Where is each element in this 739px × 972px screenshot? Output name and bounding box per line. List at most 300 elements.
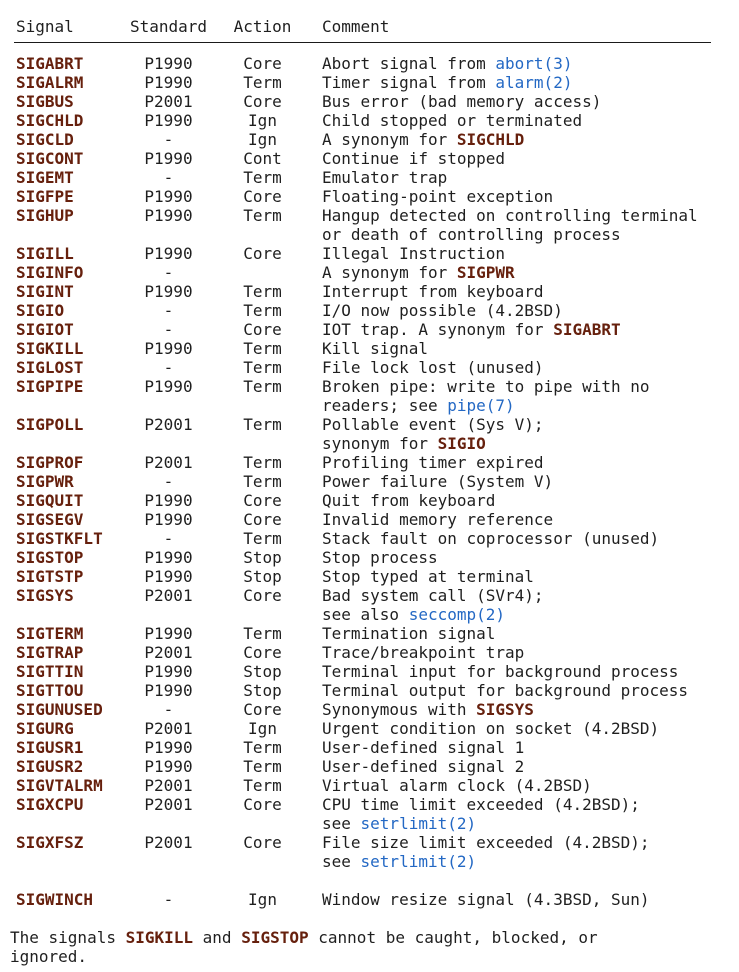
comment-cell: [316, 491, 729, 510]
table-row: [16, 244, 729, 263]
table-row: [16, 662, 729, 681]
comment-cell: [316, 529, 729, 548]
header-rule: [14, 42, 711, 43]
comment-cell: [316, 54, 729, 73]
comment-cell: [316, 700, 729, 719]
header-standard: Standard: [129, 17, 208, 36]
table-row: [16, 263, 729, 282]
standard-value: P1990: [144, 339, 193, 358]
comment-text: Timer signal from: [322, 73, 496, 92]
table-row: [16, 187, 729, 206]
table-row: [16, 206, 729, 244]
standard-value: -: [163, 890, 174, 909]
comment-line: [322, 111, 729, 130]
action-value: Stop: [243, 662, 282, 681]
header-comment: Comment: [322, 17, 390, 36]
table-row: [16, 833, 729, 871]
comment-text: Terminal output for background process: [322, 681, 689, 700]
comment-text: Power failure (System V): [322, 472, 554, 491]
comment-line: [322, 586, 729, 605]
action-value: Term: [243, 738, 282, 757]
man-page-link[interactable]: alarm(2): [495, 73, 573, 92]
comment-line: [322, 776, 729, 795]
footer-line: [10, 947, 729, 966]
comment-text: I/O now possible (4.2BSD): [322, 301, 563, 320]
table-row: [16, 700, 729, 719]
table-row: [16, 681, 729, 700]
comment-cell: [316, 681, 729, 700]
action-value: Core: [243, 586, 282, 605]
table-row: [16, 757, 729, 776]
standard-value: P2001: [144, 453, 193, 472]
comment-text: File size limit exceeded (4.2BSD);: [322, 833, 650, 852]
comment-line: [322, 890, 729, 909]
comment-cell: [316, 776, 729, 795]
comment-cell: [316, 453, 729, 472]
signal-ref: SIGSYS: [476, 700, 534, 719]
comment-text: synonym for: [322, 434, 438, 453]
table-row: [16, 73, 729, 92]
signal-name: SIGILL: [16, 244, 74, 263]
man-page-link[interactable]: abort(3): [495, 54, 573, 73]
signal-name: SIGIOT: [16, 320, 74, 339]
comment-line: [322, 339, 729, 358]
signal-name: SIGUSR2: [16, 757, 84, 776]
signal-name: SIGCONT: [16, 149, 84, 168]
standard-value: -: [163, 301, 174, 320]
man-page-link[interactable]: setrlimit(2): [360, 814, 477, 833]
comment-cell: [316, 111, 729, 130]
table-row: [16, 415, 729, 453]
action-value: Core: [243, 700, 282, 719]
comment-cell: [316, 738, 729, 757]
comment-cell: [316, 643, 729, 662]
action-value: [209, 263, 316, 282]
comment-text: User-defined signal 1: [322, 738, 525, 757]
signal-name: SIGHUP: [16, 206, 74, 225]
signal-name: SIGKILL: [16, 339, 84, 358]
standard-value: P2001: [144, 719, 193, 738]
signal-name: SIGEMT: [16, 168, 74, 187]
signal-name: SIGTTIN: [16, 662, 84, 681]
action-value: Cont: [243, 149, 282, 168]
standard-value: -: [163, 130, 174, 149]
signal-name: SIGWINCH: [16, 890, 94, 909]
comment-cell: [316, 301, 729, 320]
table-header: [16, 17, 729, 36]
comment-line: [322, 719, 729, 738]
standard-value: P2001: [144, 92, 193, 111]
signal-name: SIGPOLL: [16, 415, 84, 434]
signal-ref: SIGABRT: [553, 320, 621, 339]
standard-value: P1990: [144, 73, 193, 92]
standard-value: -: [163, 529, 174, 548]
standard-value: P1990: [144, 738, 193, 757]
comment-line: [322, 510, 729, 529]
standard-value: P1990: [144, 111, 193, 130]
standard-value: P1990: [144, 757, 193, 776]
comment-text: A synonym for: [322, 130, 457, 149]
signal-name: SIGUSR1: [16, 738, 84, 757]
standard-value: -: [163, 358, 174, 377]
standard-value: -: [163, 700, 174, 719]
standard-value: -: [163, 472, 174, 491]
standard-value: P1990: [144, 206, 193, 225]
table-row: [16, 149, 729, 168]
standard-value: P2001: [144, 586, 193, 605]
standard-value: P1990: [144, 548, 193, 567]
standard-value: P1990: [144, 624, 193, 643]
comment-line: [322, 757, 729, 776]
signal-name: SIGSYS: [16, 586, 74, 605]
table-row: [16, 92, 729, 111]
signal-ref: SIGSTOP: [241, 928, 309, 947]
comment-text: readers; see: [322, 396, 448, 415]
action-value: Term: [243, 168, 282, 187]
signal-name: SIGSTKFLT: [16, 529, 103, 548]
signal-name: SIGBUS: [16, 92, 74, 111]
standard-value: P2001: [144, 776, 193, 795]
signal-name: SIGALRM: [16, 73, 84, 92]
signal-name: SIGXCPU: [16, 795, 84, 814]
comment-text: Continue if stopped: [322, 149, 506, 168]
signal-ref: SIGKILL: [125, 928, 194, 947]
action-value: Stop: [243, 548, 282, 567]
standard-value: P2001: [144, 415, 193, 434]
comment-cell: [316, 415, 729, 453]
comment-line: [322, 263, 729, 282]
signal-name: SIGXFSZ: [16, 833, 84, 852]
table-row: [16, 54, 729, 73]
table-row: [16, 510, 729, 529]
table-row: [16, 168, 729, 187]
table-row: [16, 624, 729, 643]
comment-text: Profiling timer expired: [322, 453, 544, 472]
comment-text: cannot be caught, blocked, or: [308, 928, 598, 947]
man-page-link[interactable]: seccomp(2): [408, 605, 506, 624]
comment-text: and: [193, 928, 242, 947]
action-value: Term: [243, 453, 282, 472]
comment-text: IOT trap. A synonym for: [322, 320, 554, 339]
comment-line: [322, 662, 729, 681]
comment-cell: [316, 719, 729, 738]
signal-ref: SIGCHLD: [456, 130, 525, 149]
comment-text: CPU time limit exceeded (4.2BSD);: [322, 795, 640, 814]
table-row: [16, 548, 729, 567]
comment-text: Abort signal from: [322, 54, 496, 73]
action-value: Term: [243, 339, 282, 358]
signal-name: SIGIO: [16, 301, 65, 320]
comment-cell: [316, 282, 729, 301]
comment-line: [322, 358, 729, 377]
comment-line: [322, 795, 729, 814]
comment-text: Bus error (bad memory access): [322, 92, 602, 111]
comment-cell: [316, 377, 729, 415]
comment-line: [322, 738, 729, 757]
table-row: [16, 358, 729, 377]
standard-value: P1990: [144, 54, 193, 73]
comment-text: Virtual alarm clock (4.2BSD): [322, 776, 592, 795]
standard-value: P1990: [144, 662, 193, 681]
comment-line: [322, 225, 729, 244]
comment-cell: [316, 833, 729, 871]
signal-name: SIGCLD: [16, 130, 74, 149]
signal-name: SIGPWR: [16, 472, 74, 491]
comment-text: File lock lost (unused): [322, 358, 544, 377]
signal-table-body: [16, 54, 729, 909]
action-value: Core: [243, 92, 282, 111]
comment-cell: [316, 662, 729, 681]
standard-value: P2001: [144, 643, 193, 662]
action-value: Term: [243, 206, 282, 225]
standard-value: -: [163, 320, 174, 339]
comment-line: [322, 681, 729, 700]
comment-cell: [316, 149, 729, 168]
comment-line: [322, 643, 729, 662]
signal-name: SIGVTALRM: [16, 776, 103, 795]
action-value: Term: [243, 529, 282, 548]
signal-name: SIGLOST: [16, 358, 84, 377]
standard-value: P1990: [144, 681, 193, 700]
action-value: Ign: [248, 130, 277, 149]
standard-value: P2001: [144, 795, 193, 814]
action-value: Ign: [248, 890, 277, 909]
table-row: [16, 453, 729, 472]
comment-text: A synonym for: [322, 263, 457, 282]
comment-line: [322, 814, 729, 833]
table-row: [16, 776, 729, 795]
comment-cell: [316, 567, 729, 586]
signal-ref: SIGIO: [437, 434, 486, 453]
table-row: [16, 643, 729, 662]
comment-line: [322, 92, 729, 111]
action-value: Core: [243, 833, 282, 852]
signal-name: SIGTTOU: [16, 681, 84, 700]
comment-text: Pollable event (Sys V);: [322, 415, 544, 434]
comment-cell: [316, 548, 729, 567]
comment-line: [322, 377, 729, 396]
comment-cell: [316, 586, 729, 624]
table-row: [16, 320, 729, 339]
comment-line: [322, 605, 729, 624]
action-value: Stop: [243, 681, 282, 700]
comment-cell: [316, 339, 729, 358]
standard-value: -: [163, 168, 174, 187]
standard-value: P1990: [144, 491, 193, 510]
comment-text: Quit from keyboard: [322, 491, 496, 510]
action-value: Term: [243, 358, 282, 377]
table-row: [16, 795, 729, 833]
comment-text: Floating-point exception: [322, 187, 554, 206]
action-value: Ign: [248, 719, 277, 738]
comment-cell: [316, 73, 729, 92]
comment-line: [322, 54, 729, 73]
comment-text: Invalid memory reference: [322, 510, 554, 529]
comment-line: [322, 529, 729, 548]
standard-value: P1990: [144, 282, 193, 301]
table-row: [16, 738, 729, 757]
comment-text: Kill signal: [322, 339, 428, 358]
comment-text: Urgent condition on socket (4.2BSD): [322, 719, 660, 738]
action-value: Term: [243, 301, 282, 320]
comment-text: Window resize signal (4.3BSD, Sun): [322, 890, 650, 909]
table-row: [16, 491, 729, 510]
table-row: [16, 377, 729, 415]
comment-text: see: [322, 852, 361, 871]
footer-line: [10, 928, 729, 947]
comment-text: see: [322, 814, 361, 833]
comment-line: [322, 453, 729, 472]
comment-cell: [316, 890, 729, 909]
table-row: [16, 282, 729, 301]
action-value: Core: [243, 643, 282, 662]
comment-cell: [316, 244, 729, 263]
comment-line: [322, 282, 729, 301]
comment-text: User-defined signal 2: [322, 757, 525, 776]
table-row: [16, 301, 729, 320]
comment-text: Synonymous with: [322, 700, 477, 719]
comment-text: Broken pipe: write to pipe with no: [322, 377, 650, 396]
comment-text: ignored.: [10, 947, 88, 966]
standard-value: P1990: [144, 567, 193, 586]
footer-note: [10, 928, 729, 966]
comment-cell: [316, 472, 729, 491]
comment-cell: [316, 510, 729, 529]
signal-name: SIGINFO: [16, 263, 84, 282]
comment-text: Emulator trap: [322, 168, 448, 187]
comment-text: Stack fault on coprocessor (unused): [322, 529, 660, 548]
comment-text: Illegal Instruction: [322, 244, 506, 263]
comment-cell: [316, 263, 729, 282]
comment-text: Bad system call (SVr4);: [322, 586, 544, 605]
action-value: Ign: [248, 111, 277, 130]
comment-text: Stop process: [322, 548, 438, 567]
signal-name: SIGTSTP: [16, 567, 84, 586]
header-signal: Signal: [16, 17, 74, 36]
signal-name: SIGPROF: [16, 453, 84, 472]
comment-text: The signals: [10, 928, 126, 947]
table-row: [16, 472, 729, 491]
table-row: [16, 719, 729, 738]
standard-value: P2001: [144, 833, 193, 852]
comment-line: [322, 206, 729, 225]
action-value: Term: [243, 415, 282, 434]
signal-ref: SIGPWR: [456, 263, 515, 282]
comment-line: [322, 415, 729, 434]
signal-name: SIGABRT: [16, 54, 84, 73]
action-value: Core: [243, 320, 282, 339]
comment-line: [322, 187, 729, 206]
signal-name: SIGCHLD: [16, 111, 84, 130]
comment-cell: [316, 795, 729, 833]
comment-text: Termination signal: [322, 624, 496, 643]
standard-value: P1990: [144, 244, 193, 263]
signal-name: SIGFPE: [16, 187, 74, 206]
action-value: Term: [243, 73, 282, 92]
comment-line: [322, 244, 729, 263]
comment-line: [322, 73, 729, 92]
action-value: Term: [243, 624, 282, 643]
comment-line: [322, 700, 729, 719]
action-value: Core: [243, 795, 282, 814]
table-row: [16, 586, 729, 624]
standard-value: P1990: [144, 510, 193, 529]
header-action: Action: [233, 17, 292, 36]
signal-name: SIGTRAP: [16, 643, 84, 662]
action-value: Term: [243, 757, 282, 776]
action-value: Core: [243, 491, 282, 510]
comment-line: [322, 130, 729, 149]
signal-name: SIGURG: [16, 719, 74, 738]
comment-line: [322, 396, 729, 415]
action-value: Stop: [243, 567, 282, 586]
standard-value: P1990: [144, 187, 193, 206]
comment-cell: [316, 320, 729, 339]
action-value: Core: [243, 54, 282, 73]
comment-text: Trace/breakpoint trap: [322, 643, 525, 662]
action-value: Core: [243, 510, 282, 529]
comment-line: [322, 491, 729, 510]
signal-name: SIGINT: [16, 282, 74, 301]
comment-line: [322, 852, 729, 871]
man-page-link[interactable]: pipe(7): [447, 396, 515, 415]
signal-name: SIGSEGV: [16, 510, 84, 529]
comment-line: [322, 301, 729, 320]
signal-name: SIGSTOP: [16, 548, 84, 567]
comment-line: [322, 472, 729, 491]
action-value: Term: [243, 377, 282, 396]
comment-line: [322, 168, 729, 187]
comment-line: [322, 548, 729, 567]
table-row: [16, 567, 729, 586]
comment-cell: [316, 358, 729, 377]
comment-cell: [316, 757, 729, 776]
comment-line: [322, 434, 729, 453]
standard-value: P1990: [144, 149, 193, 168]
signal-name: SIGPIPE: [16, 377, 84, 396]
standard-value: P1990: [144, 377, 193, 396]
comment-line: [322, 149, 729, 168]
comment-line: [322, 833, 729, 852]
comment-text: or death of controlling process: [322, 225, 621, 244]
action-value: Term: [243, 282, 282, 301]
comment-text: Terminal input for background process: [322, 662, 679, 681]
comment-cell: [316, 624, 729, 643]
signal-name: SIGQUIT: [16, 491, 84, 510]
table-row: [16, 529, 729, 548]
comment-cell: [316, 187, 729, 206]
comment-cell: [316, 130, 729, 149]
table-row: [16, 111, 729, 130]
signal-name: SIGUNUSED: [16, 700, 103, 719]
standard-value: -: [163, 263, 174, 282]
comment-cell: [316, 92, 729, 111]
man-page-link[interactable]: setrlimit(2): [360, 852, 477, 871]
signal-name: SIGTERM: [16, 624, 84, 643]
comment-cell: [316, 206, 729, 244]
action-value: Term: [243, 776, 282, 795]
comment-line: [322, 567, 729, 586]
comment-text: Child stopped or terminated: [322, 111, 583, 130]
action-value: Core: [243, 187, 282, 206]
table-row: [16, 890, 729, 909]
comment-text: Hangup detected on controlling terminal: [322, 206, 698, 225]
action-value: Term: [243, 472, 282, 491]
comment-text: Interrupt from keyboard: [322, 282, 544, 301]
table-row: [16, 130, 729, 149]
comment-line: [322, 320, 729, 339]
comment-text: see also: [322, 605, 409, 624]
